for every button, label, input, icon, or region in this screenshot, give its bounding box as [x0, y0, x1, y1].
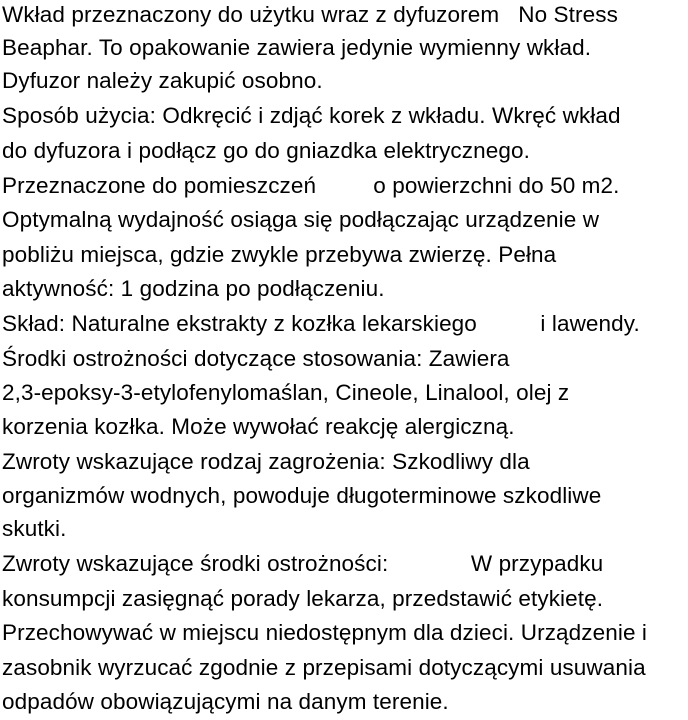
text-line: pobliżu miejsca, gdzie zwykle przebywa zwierzę. Pełna — [2, 242, 557, 267]
text-line: do dyfuzora i podłącz go do gniazdka elektrycznego. — [2, 138, 530, 163]
text-line: Przechowywać w miejscu niedostępnym dla dzieci. Urządzenie i — [2, 620, 648, 645]
text-line: Dyfuzor należy zakupić osobno. — [2, 68, 323, 93]
text-line: Środki ostrożności dotyczące stosowania: Zawiera — [2, 346, 510, 371]
text-line: skutki. — [2, 516, 67, 541]
text-line: Przeznaczone do pomieszczeń o powierzchni do 50 m2. — [2, 173, 620, 198]
text-line: aktywność: 1 godzina po podłączeniu. — [2, 276, 385, 301]
text-line: Zwroty wskazujące rodzaj zagrożenia: Szkodliwy dla — [2, 449, 530, 474]
text-line: Beaphar. To opakowanie zawiera jedynie wymienny wkład. — [2, 35, 592, 60]
text-line: zasobnik wyrzucać zgodnie z przepisami dotyczącymi usuwania — [2, 655, 646, 680]
text-line: odpadów obowiązującymi na danym terenie. — [2, 689, 449, 714]
text-line: organizmów wodnych, powoduje długoterminowe szkodliwe — [2, 483, 602, 508]
text-line: Wkład przeznaczony do użytku wraz z dyfuzorem No Stress — [2, 2, 618, 27]
text-line: Sposób użycia: Odkręcić i zdjąć korek z wkładu. Wkręć wkład — [2, 103, 621, 128]
text-line: konsumpcji zasięgnąć porady lekarza, przedstawić etykietę. — [2, 586, 604, 611]
text-line: korzenia kozłka. Może wywołać reakcję alergiczną. — [2, 414, 515, 439]
text-line: 2,3-epoksy-3-etylofenylomaślan, Cineole, Linalool, olej z — [2, 380, 570, 405]
text-line: Optymalną wydajność osiąga się podłączając urządzenie w — [2, 207, 600, 232]
text-line: Skład: Naturalne ekstrakty z kozłka lekarskiego i lawendy. — [2, 311, 640, 336]
text-line: Zwroty wskazujące środki ostrożności: W przypadku — [2, 551, 604, 576]
